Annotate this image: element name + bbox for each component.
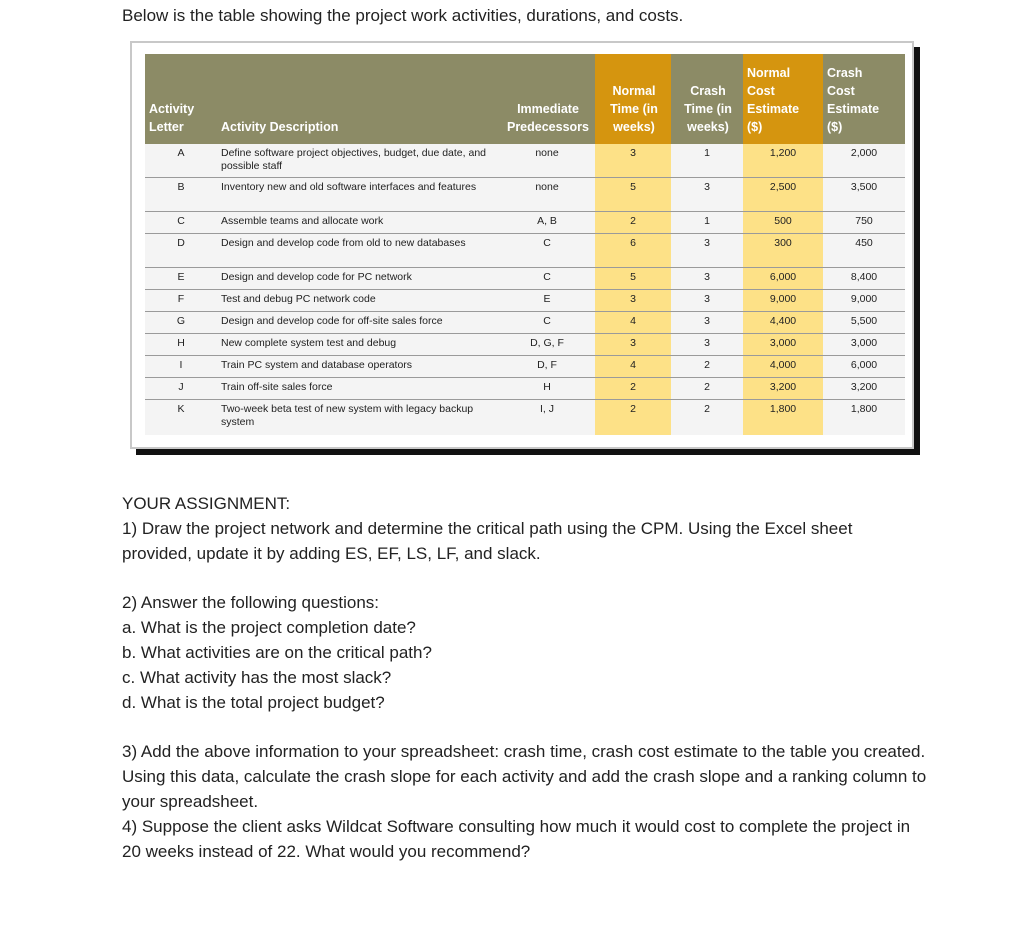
cell-crash-cost: 450: [823, 234, 905, 268]
cell-crash-cost: 5,500: [823, 312, 905, 334]
cell-predecessors: C: [499, 268, 595, 290]
cell-letter: J: [145, 378, 217, 400]
header-crash-cost: Crash Cost Estimate ($): [823, 54, 905, 144]
header-normal-cost: Normal Cost Estimate ($): [743, 54, 823, 144]
cell-normal-cost: 1,800: [743, 400, 823, 436]
intro-text: Below is the table showing the project work activities, durations, and costs.: [122, 6, 684, 25]
cell-normal-cost: 4,400: [743, 312, 823, 334]
cell-crash-cost: 2,000: [823, 144, 905, 178]
cell-description: Design and develop code for PC network: [217, 268, 499, 290]
table-row: [145, 356, 905, 378]
cell-normal-cost: 500: [743, 212, 823, 234]
table-row: [145, 234, 905, 268]
cell-crash-cost: 6,000: [823, 356, 905, 378]
cell-description: Two-week beta test of new system with legacy backup system: [217, 400, 499, 436]
cell-description: Inventory new and old software interfaces and features: [217, 178, 499, 212]
cell-crash-time: 3: [671, 178, 743, 212]
cell-normal-time: 2: [595, 212, 671, 234]
cell-normal-time: 6: [595, 234, 671, 268]
cell-predecessors: none: [499, 178, 595, 212]
cell-description: Train PC system and database operators: [217, 356, 499, 378]
table-row: [145, 178, 905, 212]
cell-crash-cost: 8,400: [823, 268, 905, 290]
cell-normal-time: 2: [595, 378, 671, 400]
header-immediate-predecessors: Immediate Predecessors: [499, 54, 595, 144]
cell-description: Design and develop code from old to new databases: [217, 234, 499, 268]
table-row: [145, 334, 905, 356]
question-2-intro: 2) Answer the following questions:: [122, 593, 380, 612]
cell-normal-cost: 9,000: [743, 290, 823, 312]
header-crash-time: Crash Time (in weeks): [671, 54, 743, 144]
cell-crash-cost: 3,500: [823, 178, 905, 212]
cell-description: Test and debug PC network code: [217, 290, 499, 312]
cell-predecessors: C: [499, 234, 595, 268]
cell-normal-time: 3: [595, 144, 671, 178]
question-2d: d. What is the total project budget?: [122, 693, 385, 712]
table-header-row: [145, 54, 905, 144]
cell-crash-cost: 3,000: [823, 334, 905, 356]
table-row: [145, 400, 905, 436]
cell-letter: H: [145, 334, 217, 356]
cell-description: Train off-site sales force: [217, 378, 499, 400]
cell-letter: F: [145, 290, 217, 312]
cell-normal-time: 3: [595, 334, 671, 356]
assignment-part-2: [122, 590, 902, 715]
cell-letter: C: [145, 212, 217, 234]
cell-crash-cost: 1,800: [823, 400, 905, 436]
cell-description: New complete system test and debug: [217, 334, 499, 356]
cell-predecessors: C: [499, 312, 595, 334]
cell-crash-cost: 3,200: [823, 378, 905, 400]
cell-normal-cost: 300: [743, 234, 823, 268]
table-row: [145, 312, 905, 334]
header-activity-letter: Activity Letter: [145, 54, 217, 144]
cell-letter: D: [145, 234, 217, 268]
cell-crash-time: 2: [671, 378, 743, 400]
table-row: [145, 212, 905, 234]
cell-predecessors: A, B: [499, 212, 595, 234]
assignment-part-1: [122, 491, 902, 566]
cell-crash-time: 3: [671, 290, 743, 312]
question-2c: c. What activity has the most slack?: [122, 668, 392, 687]
cell-crash-time: 3: [671, 334, 743, 356]
table-row: [145, 268, 905, 290]
cell-normal-cost: 2,500: [743, 178, 823, 212]
activity-table: [145, 54, 905, 435]
cell-predecessors: E: [499, 290, 595, 312]
cell-crash-time: 2: [671, 400, 743, 436]
cell-normal-cost: 3,200: [743, 378, 823, 400]
cell-normal-cost: 6,000: [743, 268, 823, 290]
assignment-part-3: [122, 739, 928, 864]
question-1: 1) Draw the project network and determine the critical path using the CPM. Using the Excel sheet provided, update it by adding ES, EF, LS, LF, and slack.: [122, 519, 853, 563]
cell-letter: A: [145, 144, 217, 178]
cell-normal-time: 5: [595, 178, 671, 212]
cell-predecessors: none: [499, 144, 595, 178]
cell-predecessors: D, G, F: [499, 334, 595, 356]
cell-description: Design and develop code for off-site sales force: [217, 312, 499, 334]
cell-normal-time: 3: [595, 290, 671, 312]
cell-normal-time: 2: [595, 400, 671, 436]
cell-crash-time: 1: [671, 212, 743, 234]
question-2b: b. What activities are on the critical path?: [122, 643, 432, 662]
question-4: 4) Suppose the client asks Wildcat Software consulting how much it would cost to complete the project in 20 weeks instead of 22. What would you recommend?: [122, 817, 911, 861]
cell-letter: B: [145, 178, 217, 212]
cell-description: Assemble teams and allocate work: [217, 212, 499, 234]
cell-normal-time: 4: [595, 356, 671, 378]
assignment-title: YOUR ASSIGNMENT:: [122, 494, 291, 513]
question-3: 3) Add the above information to your spreadsheet: crash time, crash cost estimate to the table you created. Using this data, calculate the crash slope for each activity and add the crash slope and a ranking column to your spreadsheet.: [122, 742, 927, 811]
cell-crash-time: 3: [671, 234, 743, 268]
cell-normal-cost: 3,000: [743, 334, 823, 356]
cell-normal-cost: 1,200: [743, 144, 823, 178]
cell-letter: I: [145, 356, 217, 378]
cell-crash-time: 3: [671, 312, 743, 334]
cell-crash-time: 1: [671, 144, 743, 178]
question-2a: a. What is the project completion date?: [122, 618, 416, 637]
cell-letter: K: [145, 400, 217, 436]
cell-letter: E: [145, 268, 217, 290]
cell-normal-cost: 4,000: [743, 356, 823, 378]
cell-predecessors: H: [499, 378, 595, 400]
cell-crash-cost: 9,000: [823, 290, 905, 312]
cell-description: Define software project objectives, budget, due date, and possible staff: [217, 144, 499, 178]
cell-normal-time: 4: [595, 312, 671, 334]
cell-crash-cost: 750: [823, 212, 905, 234]
cell-normal-time: 5: [595, 268, 671, 290]
activity-table-figure: [130, 41, 914, 449]
cell-letter: G: [145, 312, 217, 334]
cell-crash-time: 2: [671, 356, 743, 378]
table-row: [145, 378, 905, 400]
header-activity-description: Activity Description: [217, 54, 499, 144]
cell-crash-time: 3: [671, 268, 743, 290]
header-normal-time: Normal Time (in weeks): [595, 54, 671, 144]
table-row: [145, 144, 905, 178]
cell-predecessors: I, J: [499, 400, 595, 436]
table-row: [145, 290, 905, 312]
cell-predecessors: D, F: [499, 356, 595, 378]
